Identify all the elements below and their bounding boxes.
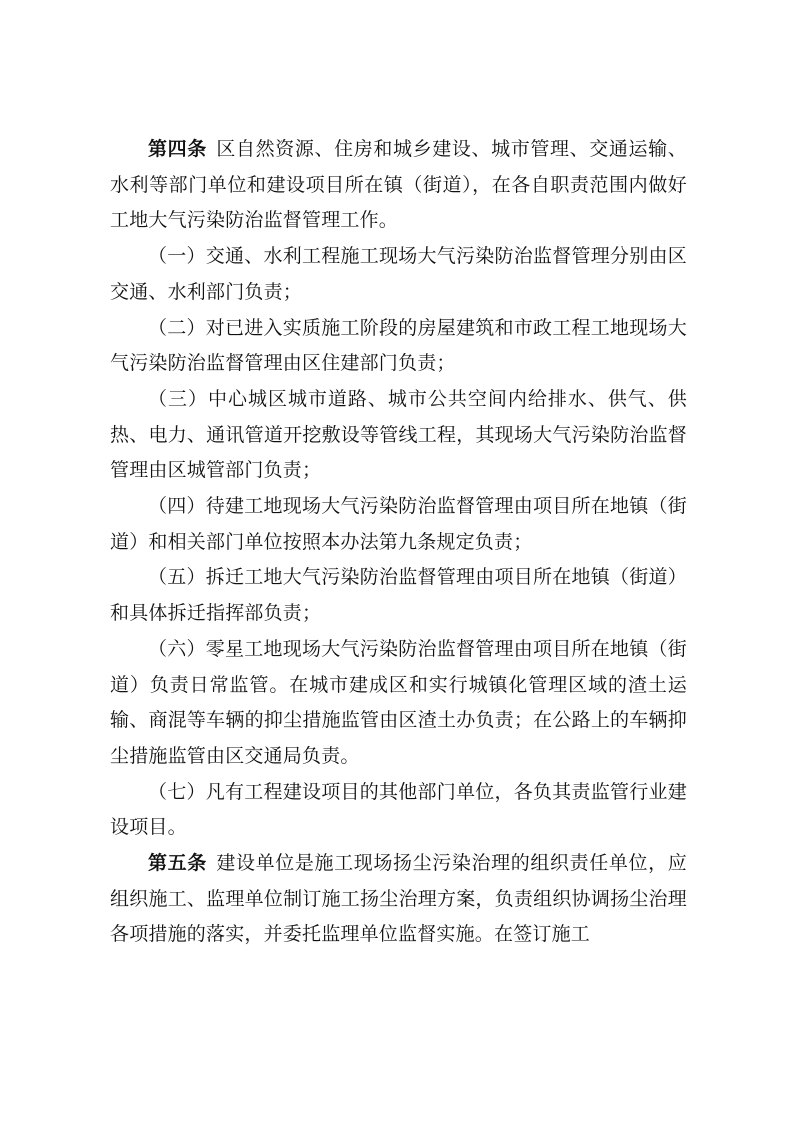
article-4-intro-text: 区自然资源、住房和城乡建设、城市管理、交通运输、水利等部门单位和建设项目所在镇（街道），在各自职责范围内做好工地大气污染防治监督管理工作。 <box>110 138 687 232</box>
article-4-item-1: （一）交通、水利工程施工现场大气污染防治监督管理分别由区交通、水利部门负责； <box>110 245 687 303</box>
document-page <box>110 132 687 953</box>
article-5-intro-text: 建设单位是施工现场扬尘污染治理的组织责任单位，应组织施工、监理单位制订施工扬尘治理方案，负责组织协调扬尘治理各项措施的落实，并委托监理单位监督实施。在签订施工 <box>110 852 687 946</box>
article-5-label: 第五条 <box>148 852 207 875</box>
article-4-item-3: （三）中心城区城市道路、城市公共空间内给排水、供气、供热、电力、通讯管道开挖敷设等管线工程，其现场大气污染防治监督管理由区城管部门负责； <box>110 387 687 482</box>
article-4-item-5: （五）拆迁工地大气污染防治监督管理由项目所在地镇（街道）和具体拆迁指挥部负责； <box>110 566 687 625</box>
article-4-label: 第四条 <box>148 138 207 160</box>
article-4-intro <box>110 132 687 239</box>
article-4-item-7: （七）凡有工程建设项目的其他部门单位，各负其责监管行业建设项目。 <box>110 780 687 839</box>
article-4-item-6: （六）零星工地现场大气污染防治监督管理由项目所在地镇（街道）负责日常监管。在城市建成区和实行城镇化管理区域的渣土运输、商混等车辆的抑尘措施监管由区渣土办负责；在公路上的车辆抑尘措施监管由区交通局负责。 <box>110 637 687 767</box>
article-4-item-4: （四）待建工地现场大气污染防治监督管理由项目所在地镇（街道）和相关部门单位按照本办法第九条规定负责； <box>110 495 687 553</box>
article-4-item-2: （二）对已进入实质施工阶段的房屋建筑和市政工程工地现场大气污染防治监督管理由区住建部门负责； <box>110 316 687 375</box>
article-5-intro <box>110 846 687 953</box>
